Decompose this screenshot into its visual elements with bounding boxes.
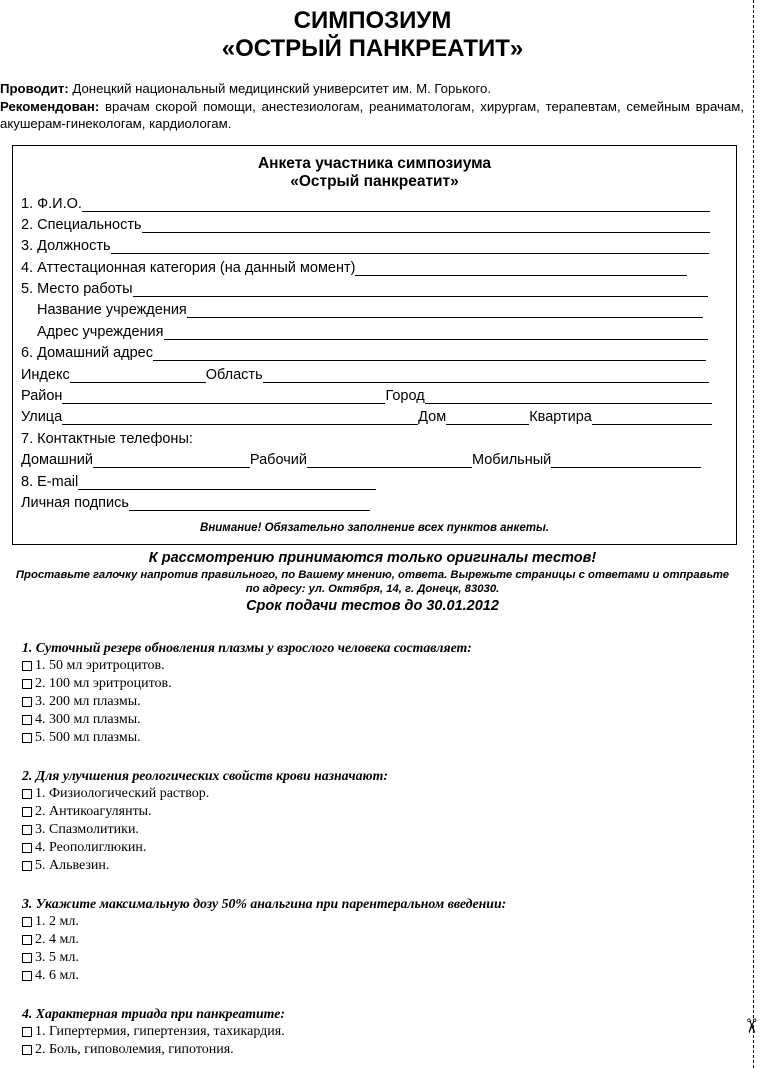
question-2-option-3[interactable]	[22, 822, 139, 838]
street-label: Улица	[21, 409, 63, 425]
house-field[interactable]	[446, 409, 529, 425]
conducts-text: Донецкий национальный медицинский университет им. М. Горького.	[68, 81, 491, 96]
checkbox[interactable]	[22, 807, 32, 817]
form-title: Анкета участника симпозиума	[257, 155, 492, 172]
question-3-option-1[interactable]	[22, 914, 79, 930]
row-email	[21, 474, 376, 490]
institution-address-label: Адрес учреждения	[37, 324, 164, 340]
home-phone-label: Домашний	[21, 452, 93, 468]
instructions-line1: Проставьте галочку напротив правильного, по Вашему мнению, ответа. Вырежьте страницы с ответами и отправьте	[15, 569, 730, 581]
question-4: 4. Характерная триада при панкреатите:	[22, 1006, 285, 1021]
region-label: Область	[205, 367, 263, 383]
institution-name-field[interactable]	[187, 302, 703, 318]
district-label: Район	[21, 388, 63, 404]
signature-field[interactable]	[129, 495, 370, 511]
question-2-option-5[interactable]	[22, 858, 109, 874]
checkbox[interactable]	[22, 843, 32, 853]
option-label: 1. 2 мл.	[35, 914, 79, 929]
question-2: 2. Для улучшения реологических свойств крови назначают:	[22, 768, 388, 783]
row-institution-address	[37, 324, 708, 340]
question-1-option-5[interactable]	[22, 730, 141, 746]
option-label: 3. 200 мл плазмы.	[35, 694, 141, 709]
row-index-region	[21, 367, 709, 383]
deadline: Срок подачи тестов до 30.01.2012	[246, 598, 499, 614]
instructions-line2: по адресу: ул. Октября, 14, г. Донецк, 83030.	[245, 583, 500, 595]
row-district-city	[21, 388, 712, 404]
recommended-text: врачам скорой помощи, анестезиологам, реаниматологам, хирургам, терапевтам, семейным врачам, акушерам-гинекологам, кардиологам.	[0, 98, 744, 131]
city-field[interactable]	[425, 388, 712, 404]
question-4-option-2[interactable]	[22, 1042, 234, 1058]
district-field[interactable]	[62, 388, 385, 404]
row-street-house	[21, 409, 712, 425]
option-label: 1. Физиологический раствор.	[35, 786, 210, 801]
row-signature	[21, 495, 370, 511]
question-1-option-4[interactable]	[22, 712, 141, 728]
signature-label: Личная подпись	[21, 495, 129, 511]
option-label: 4. 6 мл.	[35, 968, 79, 983]
home-address-label: 6. Домашний адрес	[21, 345, 153, 361]
fio-field[interactable]	[82, 196, 710, 212]
form-notice: Внимание! Обязательно заполнение всех пунктов анкеты.	[200, 522, 549, 534]
workplace-field[interactable]	[133, 281, 708, 297]
institution-address-field[interactable]	[164, 324, 708, 340]
option-label: 5. 500 мл плазмы.	[35, 730, 141, 745]
checkbox[interactable]	[22, 917, 32, 927]
work-phone-field[interactable]	[307, 452, 472, 468]
checkbox[interactable]	[22, 825, 32, 835]
form-subtitle: «Острый панкреатит»	[290, 173, 459, 190]
checkbox[interactable]	[22, 971, 32, 981]
row-specialty	[21, 217, 710, 233]
question-3: 3. Укажите максимальную дозу 50% анальгина при парентеральном введении:	[22, 896, 507, 911]
intro-text	[0, 80, 744, 133]
mobile-phone-field[interactable]	[551, 452, 701, 468]
row-fio	[21, 196, 710, 212]
apartment-field[interactable]	[592, 409, 712, 425]
option-label: 5. Альвезин.	[35, 858, 110, 873]
institution-name-label: Название учреждения	[37, 302, 187, 318]
row-institution-name	[37, 302, 703, 318]
category-field[interactable]	[355, 260, 687, 276]
index-label: Индекс	[21, 367, 70, 383]
work-phone-label: Рабочий	[249, 452, 307, 468]
row-workplace	[21, 281, 708, 297]
row-category	[21, 260, 687, 276]
city-label: Город	[385, 388, 425, 404]
specialty-label: 2. Специальность	[21, 217, 142, 233]
option-label: 3. 5 мл.	[35, 950, 79, 965]
row-phones	[21, 431, 193, 447]
home-phone-field[interactable]	[93, 452, 250, 468]
region-field[interactable]	[263, 367, 709, 383]
workplace-label: 5. Место работы	[21, 281, 133, 297]
question-1-option-3[interactable]	[22, 694, 141, 710]
option-label: 2. 4 мл.	[35, 932, 79, 947]
option-label: 2. Антикоагулянты.	[35, 804, 152, 819]
page-subtitle: «ОСТРЫЙ ПАНКРЕАТИТ»	[221, 35, 524, 62]
checkbox[interactable]	[22, 715, 32, 725]
fio-label: 1. Ф.И.О.	[21, 196, 82, 212]
option-label: 3. Спазмолитики.	[35, 822, 139, 837]
participant-form	[12, 145, 737, 545]
option-label: 1. Гипертермия, гипертензия, тахикардия.	[35, 1024, 285, 1039]
checkbox[interactable]	[22, 679, 32, 689]
checkbox[interactable]	[22, 1027, 32, 1037]
question-2-option-1[interactable]	[22, 786, 209, 802]
option-label: 1. 50 мл эритроцитов.	[35, 658, 165, 673]
question-1-option-2[interactable]	[22, 676, 172, 692]
cut-line	[753, 0, 754, 1068]
question-3-option-3[interactable]	[22, 950, 79, 966]
checkbox[interactable]	[22, 697, 32, 707]
house-label: Дом	[418, 409, 447, 425]
checkbox[interactable]	[22, 953, 32, 963]
question-2-option-2[interactable]	[22, 804, 152, 820]
recommended-label: Рекомендован:	[0, 98, 100, 114]
home-address-field[interactable]	[153, 345, 706, 361]
checkbox[interactable]	[22, 733, 32, 743]
checkbox[interactable]	[22, 935, 32, 945]
question-3-option-2[interactable]	[22, 932, 79, 948]
row-home-address	[21, 345, 706, 361]
checkbox[interactable]	[22, 1045, 32, 1055]
row-phone-numbers	[21, 452, 701, 468]
email-label: 8. E-mail	[21, 474, 79, 490]
checkbox[interactable]	[22, 861, 32, 871]
question-4-option-1[interactable]	[22, 1024, 285, 1040]
specialty-field[interactable]	[142, 217, 710, 233]
question-1-option-1[interactable]	[22, 658, 165, 674]
question-2-option-4[interactable]	[22, 840, 146, 856]
checkbox[interactable]	[22, 661, 32, 671]
page-title: СИМПОЗИУМ	[293, 7, 452, 34]
index-field[interactable]	[70, 367, 206, 383]
email-field[interactable]	[78, 474, 376, 490]
position-label: 3. Должность	[21, 238, 111, 254]
conducts-label: Проводит:	[0, 81, 69, 96]
option-label: 4. Реополиглюкин.	[35, 840, 147, 855]
option-label: 2. Боль, гиповолемия, гипотония.	[35, 1042, 234, 1057]
apartment-label: Квартира	[529, 409, 592, 425]
position-field[interactable]	[111, 238, 709, 254]
originals-notice: К рассмотрению принимаются только оригиналы тестов!	[148, 550, 597, 566]
row-position	[21, 238, 709, 254]
category-label: 4. Аттестационная категория (на данный момент)	[21, 260, 356, 276]
mobile-phone-label: Мобильный	[471, 452, 552, 468]
question-3-option-4[interactable]	[22, 968, 79, 984]
option-label: 2. 100 мл эритроцитов.	[35, 676, 172, 691]
street-field[interactable]	[62, 409, 418, 425]
option-label: 4. 300 мл плазмы.	[35, 712, 141, 727]
scissors-icon: ✂	[739, 1017, 764, 1035]
phones-label: 7. Контактные телефоны:	[21, 431, 193, 447]
question-1: 1. Суточный резерв обновления плазмы у взрослого человека составляет:	[22, 640, 472, 655]
checkbox[interactable]	[22, 789, 32, 799]
